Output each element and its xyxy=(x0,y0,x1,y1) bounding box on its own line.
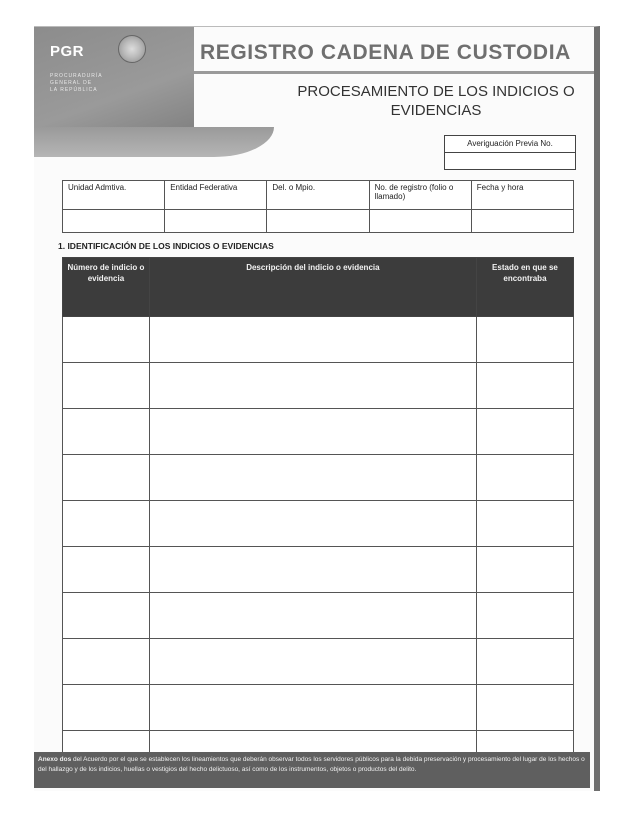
table-row xyxy=(63,501,574,547)
cell-number[interactable] xyxy=(63,455,150,501)
header-decoration xyxy=(34,127,274,157)
cell-number[interactable] xyxy=(63,317,150,363)
cell-number[interactable] xyxy=(63,409,150,455)
cell-state[interactable] xyxy=(476,317,573,363)
footer-note xyxy=(34,752,590,788)
cell-state[interactable] xyxy=(476,593,573,639)
footer-bold: Anexo dos xyxy=(38,756,72,763)
cell-number[interactable] xyxy=(63,363,150,409)
table-row xyxy=(63,409,574,455)
cell-description[interactable] xyxy=(149,547,476,593)
table-row xyxy=(63,455,574,501)
cell-state[interactable] xyxy=(476,363,573,409)
averiguacion-field[interactable] xyxy=(445,153,575,169)
form-page xyxy=(34,26,600,791)
cell-description[interactable] xyxy=(149,593,476,639)
title-divider xyxy=(194,71,594,74)
info-table xyxy=(62,180,574,233)
cell-state[interactable] xyxy=(476,455,573,501)
cell-number[interactable] xyxy=(63,547,150,593)
field-unidad[interactable] xyxy=(63,210,165,233)
cell-state[interactable] xyxy=(476,501,573,547)
seal-icon xyxy=(118,35,146,63)
cell-state[interactable] xyxy=(476,685,573,731)
cell-description[interactable] xyxy=(149,501,476,547)
header-unidad: Unidad Admtiva. xyxy=(63,181,165,210)
field-municipio[interactable] xyxy=(267,210,369,233)
table-row xyxy=(63,363,574,409)
cell-number[interactable] xyxy=(63,593,150,639)
table-row xyxy=(63,317,574,363)
column-number: Número de indicio o evidencia xyxy=(63,258,150,317)
table-row xyxy=(63,639,574,685)
institution-name: PROCURADURÍA GENERAL DE LA REPÚBLICA xyxy=(50,73,103,93)
evidence-table xyxy=(62,257,574,777)
header-municipio: Del. o Mpio. xyxy=(267,181,369,210)
column-description: Descripción del indicio o evidencia xyxy=(149,258,476,317)
cell-description[interactable] xyxy=(149,455,476,501)
averiguacion-box xyxy=(444,135,576,170)
table-row xyxy=(63,547,574,593)
cell-state[interactable] xyxy=(476,639,573,685)
cell-number[interactable] xyxy=(63,639,150,685)
table-row xyxy=(63,685,574,731)
evidence-rows xyxy=(63,317,574,777)
table-row xyxy=(63,593,574,639)
section-title: 1. IDENTIFICACIÓN DE LOS INDICIOS O EVIDENCIAS xyxy=(58,241,274,251)
page-title: REGISTRO CADENA DE CUSTODIA xyxy=(200,41,571,64)
cell-description[interactable] xyxy=(149,409,476,455)
cell-state[interactable] xyxy=(476,409,573,455)
logo-text: PGR xyxy=(50,43,85,60)
header-registro: No. de registro (folio o llamado) xyxy=(369,181,471,210)
cell-description[interactable] xyxy=(149,685,476,731)
field-fecha[interactable] xyxy=(471,210,573,233)
page-subtitle: PROCESAMIENTO DE LOS INDICIOS O EVIDENCIAS xyxy=(297,83,575,119)
column-state: Estado en que se encontraba xyxy=(476,258,573,317)
field-registro[interactable] xyxy=(369,210,471,233)
header-fecha: Fecha y hora xyxy=(471,181,573,210)
header-entidad: Entidad Federativa xyxy=(165,181,267,210)
cell-description[interactable] xyxy=(149,639,476,685)
footer-text: del Acuerdo por el que se establecen los lineamientos que deberán observar todos los servidores públicos para la debida preservación y procesamiento del lugar de los hechos o del hallazgo y de los indicios, huellas o vestigios del hecho delictuoso, así como de los instrumentos, objetos o productos del delito. xyxy=(38,756,585,773)
averiguacion-label: Averiguación Previa No. xyxy=(445,136,575,153)
cell-description[interactable] xyxy=(149,363,476,409)
cell-description[interactable] xyxy=(149,317,476,363)
pgr-logo xyxy=(34,27,194,137)
cell-state[interactable] xyxy=(476,547,573,593)
cell-number[interactable] xyxy=(63,501,150,547)
cell-number[interactable] xyxy=(63,685,150,731)
field-entidad[interactable] xyxy=(165,210,267,233)
